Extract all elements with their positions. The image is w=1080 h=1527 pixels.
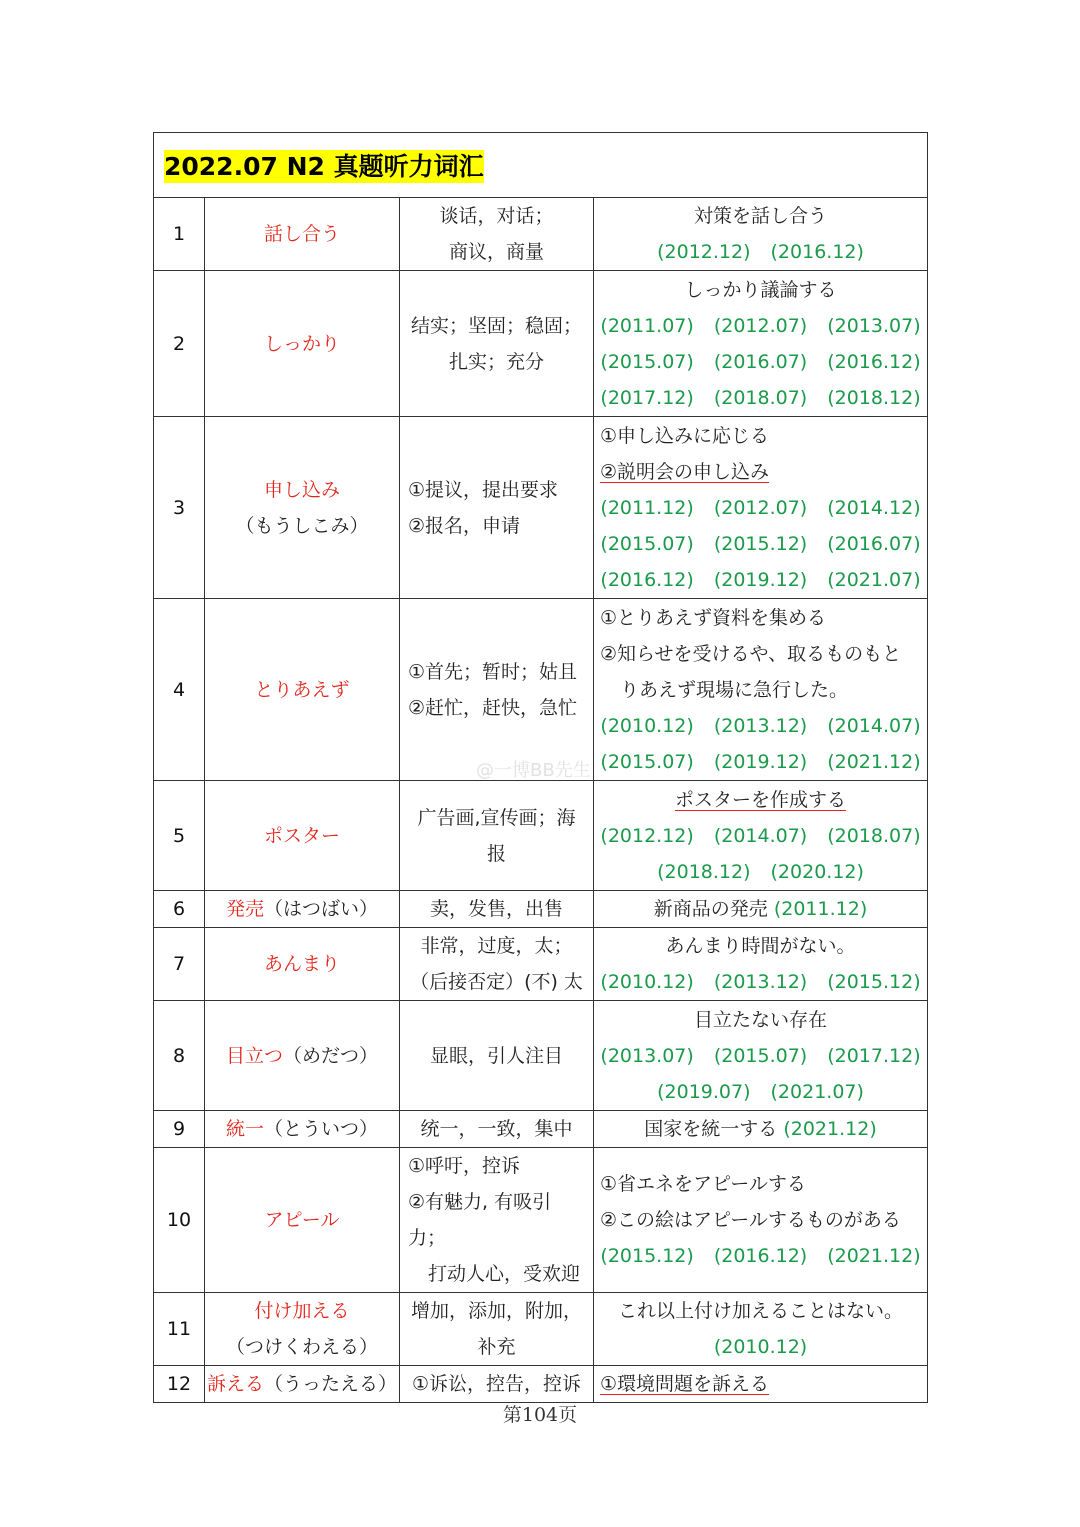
example-cell — [594, 271, 928, 417]
row-number: 2 — [154, 271, 205, 417]
meaning-cell — [400, 928, 594, 1001]
years-line — [600, 964, 921, 1000]
year-tag: (2012.07) — [713, 314, 808, 337]
word-text: 訴える — [206, 1373, 264, 1395]
meaning-cell — [400, 1001, 594, 1111]
vocab-word — [205, 781, 400, 891]
year-tag: (2010.12) — [600, 971, 694, 993]
meaning-line: 非常，过度，太； — [420, 935, 573, 957]
year-tag: (2014.07) — [713, 824, 808, 847]
row-number: 6 — [154, 891, 205, 928]
years-line — [600, 1329, 921, 1365]
years-line — [600, 818, 921, 854]
year-tag: (2012.12) — [600, 824, 694, 847]
meaning-line: ②有魅力, 有吸引力； — [408, 1191, 552, 1249]
meaning-cell — [400, 1148, 594, 1293]
meaning-line: （后接否定）(不) 太 — [410, 971, 583, 993]
years-line — [600, 234, 921, 270]
meaning-cell — [400, 1366, 594, 1403]
year-tag: (2013.12) — [713, 714, 808, 737]
year-tag: (2020.12) — [770, 860, 864, 883]
year-tag: (2013.07) — [827, 314, 921, 337]
example-line — [600, 454, 921, 490]
example-underlined: ②説明会の申し込み — [600, 460, 770, 483]
vocab-word — [205, 1148, 400, 1293]
year-tag: (2014.12) — [827, 496, 921, 519]
meaning-line: ①提议，提出要求 — [408, 478, 559, 501]
vocab-word — [205, 1111, 400, 1148]
meaning-line: ②报名，申请 — [408, 514, 521, 537]
year-tag: (2011.12) — [600, 496, 694, 519]
vocab-word — [205, 1293, 400, 1366]
meaning-line: 商议，商量 — [448, 241, 544, 263]
meaning-line: ②赶忙，赶快，急忙 — [408, 696, 578, 719]
example-cell — [594, 928, 928, 1001]
row-number: 11 — [154, 1293, 205, 1366]
vocab-word — [205, 198, 400, 271]
example-cell — [594, 599, 928, 781]
meaning-cell — [400, 1293, 594, 1366]
example-cell — [594, 1001, 928, 1111]
vocab-word — [205, 271, 400, 417]
meaning-line: ①呼吁，控诉 — [408, 1155, 521, 1177]
row-number: 9 — [154, 1111, 205, 1148]
meaning-cell — [400, 417, 594, 599]
vocab-word — [205, 599, 400, 781]
title-cell — [154, 133, 928, 198]
example-underlined: ポスターを作成する — [675, 788, 847, 811]
word-text: あんまり — [263, 953, 340, 975]
word-text: 発売 — [225, 898, 264, 920]
year-tag: (2018.12) — [827, 386, 921, 409]
year-tag: (2019.12) — [713, 750, 808, 773]
years-line — [600, 708, 921, 744]
example-cell — [594, 1293, 928, 1366]
row-number: 3 — [154, 417, 205, 599]
meaning-line: 卖，发售，出售 — [429, 898, 563, 920]
year-tag: (2019.07) — [657, 1080, 751, 1103]
years-line — [600, 1238, 921, 1274]
meaning-line: ①诉讼，控告，控诉 — [411, 1373, 582, 1395]
years-line — [600, 490, 921, 526]
years-line — [600, 526, 921, 562]
table-row — [154, 781, 928, 891]
word-text: 目立つ — [225, 1044, 283, 1067]
meaning-cell — [400, 198, 594, 271]
year-tag: (2015.07) — [713, 1044, 808, 1067]
example-cell — [594, 781, 928, 891]
years-line — [600, 1074, 921, 1110]
row-number: 8 — [154, 1001, 205, 1111]
row-number: 1 — [154, 198, 205, 271]
title-row — [154, 133, 928, 198]
year-tag: (2021.12) — [827, 750, 921, 773]
meaning-cell — [400, 1111, 594, 1148]
year-tag: (2016.12) — [827, 350, 921, 373]
year-tag: (2017.12) — [827, 1044, 921, 1067]
word-text: 申し込み — [263, 478, 340, 501]
vocab-word — [205, 417, 400, 599]
year-tag: (2010.12) — [600, 714, 694, 737]
example-line: ①省エネをアピールする — [600, 1173, 806, 1195]
years-line — [600, 1038, 921, 1074]
year-tag: (2012.07) — [713, 496, 808, 519]
year-tag: (2015.07) — [600, 750, 694, 773]
word-reading: （めだつ） — [283, 1044, 379, 1067]
year-tag: (2015.07) — [600, 350, 694, 373]
example-line: これ以上付け加えることはない。 — [618, 1300, 904, 1322]
year-tag: (2013.12) — [713, 971, 808, 993]
year-tag: (2016.12) — [600, 568, 694, 591]
row-number: 12 — [154, 1366, 205, 1403]
years-line — [600, 380, 921, 416]
example-line: ①とりあえず資料を集める — [600, 606, 827, 629]
year-tag: (2015.12) — [713, 532, 808, 555]
example-line: あんまり時間がない。 — [665, 935, 856, 957]
example-line: 目立たない存在 — [694, 1008, 828, 1031]
example-line: ②この絵はアピールするものがある — [600, 1209, 901, 1231]
word-text: アピール — [264, 1209, 340, 1231]
example-line — [600, 1366, 921, 1402]
example-line — [600, 782, 921, 818]
table-row — [154, 417, 928, 599]
word-text: とりあえず — [254, 678, 350, 701]
table-row — [154, 271, 928, 417]
years-line — [600, 308, 921, 344]
year-tag: (2016.07) — [827, 532, 921, 555]
table-row — [154, 891, 928, 928]
year-tag: (2012.12) — [657, 241, 751, 263]
meaning-line: 补充 — [477, 1336, 516, 1358]
example-line: ①申し込みに応じる — [600, 424, 770, 447]
table-row — [154, 1148, 928, 1293]
years-line — [600, 562, 921, 598]
year-tag: (2011.07) — [600, 314, 694, 337]
year-tag: (2018.07) — [827, 824, 921, 847]
vocab-word — [205, 928, 400, 1001]
years-line — [600, 344, 921, 380]
year-tag: (2015.12) — [600, 1245, 694, 1267]
word-reading: （うったえる） — [264, 1373, 398, 1395]
year-tag: (2016.12) — [713, 1245, 808, 1267]
watermark: @一博BB先生 — [476, 760, 591, 781]
vocab-word — [205, 1366, 400, 1403]
year-tag: (2017.12) — [600, 386, 694, 409]
vocab-word — [205, 1001, 400, 1111]
word-reading: （とういつ） — [264, 1118, 379, 1140]
meaning-line: 增加，添加，附加， — [410, 1300, 582, 1322]
year-tag: (2011.12) — [773, 898, 868, 920]
table-row — [154, 1111, 928, 1148]
example-cell — [594, 891, 928, 928]
word-text: しっかり — [263, 332, 340, 355]
year-tag: (2021.12) — [783, 1118, 877, 1140]
meaning-cell — [400, 599, 594, 781]
meaning-cell — [400, 781, 594, 891]
year-tag: (2010.12) — [713, 1336, 808, 1358]
vocab-table — [153, 132, 928, 1403]
row-number: 7 — [154, 928, 205, 1001]
example-cell — [594, 1111, 928, 1148]
table-row — [154, 1366, 928, 1403]
example-text: 国家を統一する — [644, 1118, 778, 1140]
example-cell — [594, 198, 928, 271]
example-line: りあえず現場に急行した。 — [620, 678, 849, 701]
meaning-line: 谈话，对话； — [439, 205, 554, 227]
example-text: 新商品の発売 — [653, 898, 768, 920]
meaning-cell — [400, 891, 594, 928]
table-row — [154, 198, 928, 271]
years-line — [600, 854, 921, 890]
example-line — [600, 891, 921, 927]
page-title: 2022.07 N2 真题听力词汇 — [164, 152, 484, 181]
row-number: 5 — [154, 781, 205, 891]
row-number: 4 — [154, 599, 205, 781]
meaning-line: 统一，一致，集中 — [420, 1118, 573, 1140]
example-line: しっかり議論する — [684, 278, 837, 301]
meaning-line: 打动人心，受欢迎 — [428, 1263, 581, 1285]
example-cell — [594, 417, 928, 599]
year-tag: (2016.12) — [770, 241, 864, 263]
year-tag: (2016.07) — [713, 350, 808, 373]
meaning-line: 结实；坚固；稳固； — [410, 314, 582, 337]
example-line: 対策を話し合う — [694, 205, 828, 227]
meaning-line: 广告画,宣传画；海报 — [417, 806, 576, 865]
row-number: 10 — [154, 1148, 205, 1293]
word-text: 統一 — [225, 1118, 264, 1140]
meaning-line: 显眼，引人注目 — [429, 1044, 563, 1067]
meaning-line: ①首先；暂时；姑且 — [408, 660, 578, 683]
example-underlined: ①環境問題を訴える — [600, 1373, 770, 1395]
year-tag: (2021.07) — [827, 568, 921, 591]
year-tag: (2021.07) — [770, 1080, 864, 1103]
meaning-line: 扎实；充分 — [448, 350, 544, 373]
example-line — [600, 1111, 921, 1147]
meaning-cell — [400, 271, 594, 417]
table-row — [154, 1293, 928, 1366]
word-text: ポスター — [263, 824, 340, 847]
year-tag: (2018.12) — [657, 860, 751, 883]
years-line — [600, 744, 921, 780]
page-number: 第104页 — [502, 1404, 578, 1426]
year-tag: (2018.07) — [713, 386, 808, 409]
vocab-word — [205, 891, 400, 928]
year-tag: (2014.07) — [827, 714, 921, 737]
table-row — [154, 1001, 928, 1111]
year-tag: (2021.12) — [827, 1245, 921, 1267]
word-text: 付け加える — [254, 1300, 350, 1322]
example-cell — [594, 1366, 928, 1403]
word-reading: （はつばい） — [264, 898, 379, 920]
year-tag: (2019.12) — [713, 568, 808, 591]
year-tag: (2013.07) — [600, 1044, 694, 1067]
year-tag: (2015.07) — [600, 532, 694, 555]
table-row — [154, 928, 928, 1001]
example-cell — [594, 1148, 928, 1293]
word-text: 話し合う — [263, 223, 340, 245]
table-row — [154, 599, 928, 781]
word-reading: （つけくわえる） — [225, 1336, 378, 1358]
year-tag: (2015.12) — [827, 971, 921, 993]
word-reading: （もうしこみ） — [235, 514, 369, 537]
example-line: ②知らせを受けるや、取るものもと — [600, 642, 902, 665]
